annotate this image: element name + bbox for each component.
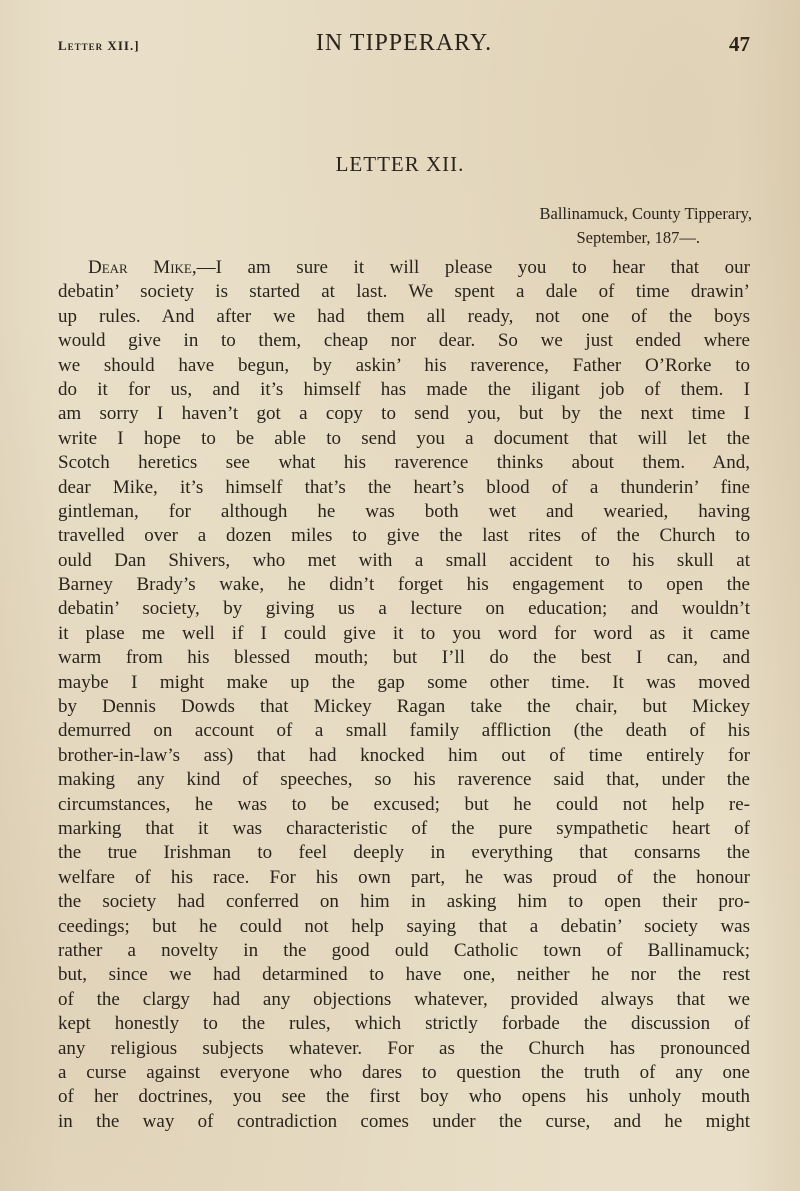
text-line: debatin’ society is started at last. We spent a dale of time drawin’ [58,281,750,303]
running-head [58,30,750,60]
text-line: in the way of contradiction comes under the curse, and he might [58,1110,750,1132]
text-line: do it for us, and it’s himself has made the iligant job of them. I [58,378,750,400]
text-line: of the clargy had any objections whatever, provided always that we [58,988,750,1010]
text-line-content: —I am sure it will please you to hear that our [196,257,750,278]
dateline-place: Ballinamuck, County Tipperary, [539,204,752,223]
text-line: travelled over a dozen miles to give the last rites of the Church to [58,525,750,547]
text-line: maybe I might make up the gap some other time. It was moved [58,671,750,693]
text-line: dear Mike, it’s himself that’s the heart’s blood of a thunderin’ fine [58,476,750,498]
text-line: am sorry I haven’t got a copy to send you, but by the next time I [58,403,750,425]
text-line: it plase me well if I could give it to you word for word as it came [58,622,750,644]
text-line: brother-in-law’s ass) that had knocked him out of time entirely for [58,744,750,766]
text-line: kept honestly to the rules, which strictly forbade the discussion of [58,1013,750,1035]
running-head-letter: Letter XII.] [58,38,140,53]
running-head-title: IN TIPPERARY. [315,30,493,56]
text-line: would give in to them, cheap nor dear. So we just ended where [58,330,750,352]
text-line: welfare of his race. For his own part, he was proud of the honour [58,866,750,888]
letter-body [58,256,750,1134]
text-line: ceedings; but he could not help saying that a debatin’ society was [58,915,750,937]
dateline [539,202,752,250]
text-line: gintleman, for although he was both wet and wearied, having [58,500,750,522]
text-line: write I hope to be able to send you a document that will let the [58,427,750,449]
text-line: a curse against everyone who dares to question the truth of any one [58,1061,750,1083]
text-line: we should have begun, by askin’ his raverence, Father O’Rorke to [58,354,750,376]
text-line: debatin’ society, by giving us a lecture on education; and wouldn’t [58,598,750,620]
text-line: the true Irishman to feel deeply in everything that consarns the [58,842,750,864]
text-line: the society had conferred on him in asking him to open their pro- [58,891,750,913]
page-number: 47 [729,32,750,56]
text-line: any religious subjects whatever. For as the Church has pronounced [58,1037,750,1059]
text-line: by Dennis Dowds that Mickey Ragan take the chair, but Mickey [58,696,750,718]
text-line: but, since we had detarmined to have one, neither he nor the rest [58,964,750,986]
text-line: rather a novelty in the good ould Catholic town of Ballinamuck; [58,939,750,961]
salutation: Dear Mike, [88,257,197,278]
text-line: ould Dan Shivers, who met with a small accident to his skull at [58,549,750,571]
text-line: marking that it was characteristic of the pure sympathetic heart of [58,817,750,839]
dateline-date: September, 187—. [576,228,700,247]
text-line: demurred on account of a small family affliction (the death of his [58,720,750,742]
text-line: Barney Brady’s wake, he didn’t forget his engagement to open the [58,574,750,596]
text-line: circumstances, he was to be excused; but he could not help re- [58,793,750,815]
text-line: of her doctrines, you see the first boy who opens his unholy mouth [58,1086,750,1108]
text-line: up rules. And after we had them all ready, not one of the boys [58,305,750,327]
text-line: making any kind of speeches, so his raverence said that, under the [58,769,750,791]
text-line: warm from his blessed mouth; but I’ll do the best I can, and [58,647,750,669]
text-line: Scotch heretics see what his raverence thinks about them. And, [58,452,750,474]
text-line [58,256,750,280]
letter-heading: LETTER XII. [335,152,465,176]
